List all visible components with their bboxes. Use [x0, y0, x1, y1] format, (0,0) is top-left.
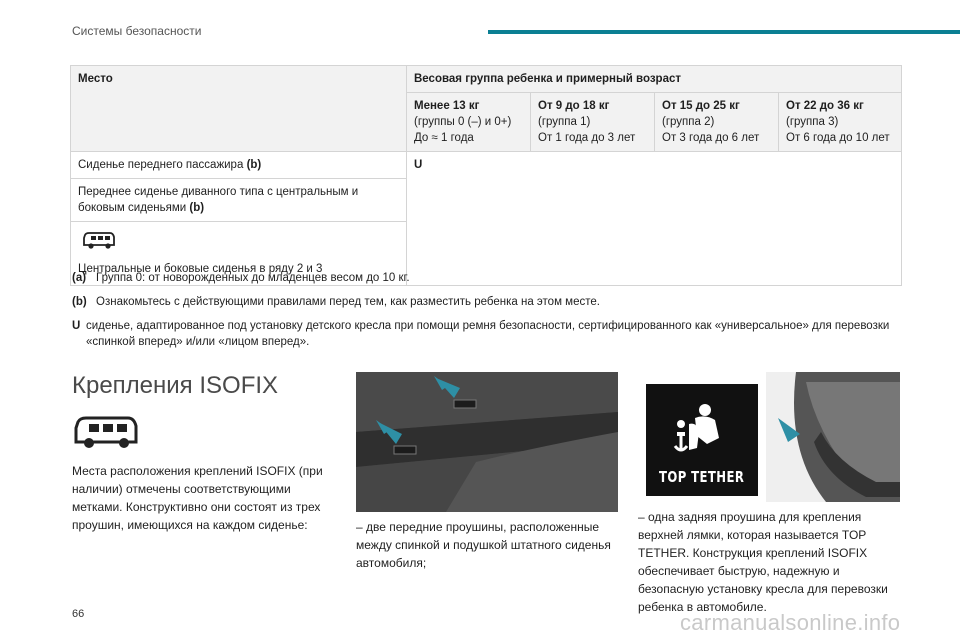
table-group-col — [779, 93, 902, 152]
seat-ref: (b) — [189, 202, 205, 214]
front-anchors-text: – две передние проушины, расположенные между спинкой и подушкой штатного сиденья автомобиля; — [356, 520, 611, 570]
note-item — [72, 270, 902, 286]
group-weight: Менее 13 кг — [414, 100, 480, 112]
top-tether-label-panel — [646, 384, 758, 496]
seat-cell — [71, 152, 407, 179]
note-key: (a) — [72, 272, 87, 284]
note-item — [72, 294, 902, 310]
note-text: Группа 0: от новорожденных до младенцев весом до 10 кг. — [96, 272, 410, 284]
group-name: (группы 0 (–) и 0+) — [414, 116, 512, 128]
isofix-intro-text: Места расположения креплений ISOFIX (при наличии) отмечены соответствующими метками. Конструктивно они состоят из трех проушин, имеющихся на каждом сиденье: — [72, 464, 323, 532]
top-tether-text: – одна задняя проушина для крепления верхней лямки, которая называется TOP TETHER. Конструкция креплений ISOFIX обеспечивает быструю, надежную и безопасную установку кресла для перевозки ребенка в автомобиле. — [638, 510, 888, 614]
van-icon — [82, 231, 116, 251]
header-accent-bar — [488, 30, 960, 34]
seat-label: Сиденье переднего пассажира — [78, 159, 244, 171]
group-age: От 1 года до 3 лет — [538, 132, 636, 144]
isofix-section-title: Крепления ISOFIX — [72, 372, 279, 399]
child-seat-table — [70, 65, 902, 286]
group-name: (группа 3) — [786, 116, 839, 128]
table-group-col — [531, 93, 655, 152]
top-tether-photo — [766, 372, 900, 502]
van-icon — [72, 414, 140, 452]
seat-label: Центральные и боковые сиденья в ряду 2 и 3 — [78, 263, 323, 275]
child-seat-icon — [667, 402, 737, 460]
note-key: U — [72, 320, 81, 332]
section-header-title: Системы безопасности — [72, 24, 202, 38]
group-age: От 6 года до 10 лет — [786, 132, 890, 144]
page-number: 66 — [72, 608, 85, 620]
seat-back-illustration — [766, 372, 900, 502]
table-group-col — [407, 93, 531, 152]
table-header-group: Весовая группа ребенка и примерный возраст — [407, 66, 902, 93]
group-weight: От 9 до 18 кг — [538, 100, 610, 112]
group-weight: От 22 до 36 кг — [786, 100, 864, 112]
group-age: До ≈ 1 года — [414, 132, 474, 144]
note-text: сиденье, адаптированное под установку детского кресла при помощи ремня безопасности, сертифицированного как «универсальное» для перевозки «спинкой вперед» и/или «лицом вперед». — [86, 320, 890, 348]
table-notes — [72, 270, 902, 358]
seat-cell — [71, 179, 407, 222]
table-header-seat: Место — [71, 66, 407, 152]
seat-illustration — [356, 372, 618, 512]
isofix-anchors-photo — [356, 372, 618, 512]
group-weight: От 15 до 25 кг — [662, 100, 740, 112]
table-row — [71, 152, 902, 179]
watermark: carmanualsonline.info — [680, 610, 901, 635]
note-key: (b) — [72, 296, 87, 308]
note-text: Ознакомьтесь с действующими правилами перед тем, как разместить ребенка на этом месте. — [96, 296, 600, 308]
table-group-col — [655, 93, 779, 152]
seat-label: Переднее сиденье диванного типа с центральным и боковым сиденьями — [78, 186, 359, 214]
seat-ref: (b) — [246, 159, 262, 171]
note-item — [72, 318, 902, 350]
group-age: От 3 года до 6 лет — [662, 132, 760, 144]
top-tether-label: TOP TETHER — [659, 468, 745, 486]
group-name: (группа 1) — [538, 116, 591, 128]
universal-value-cell: U — [407, 152, 902, 286]
group-name: (группа 2) — [662, 116, 715, 128]
